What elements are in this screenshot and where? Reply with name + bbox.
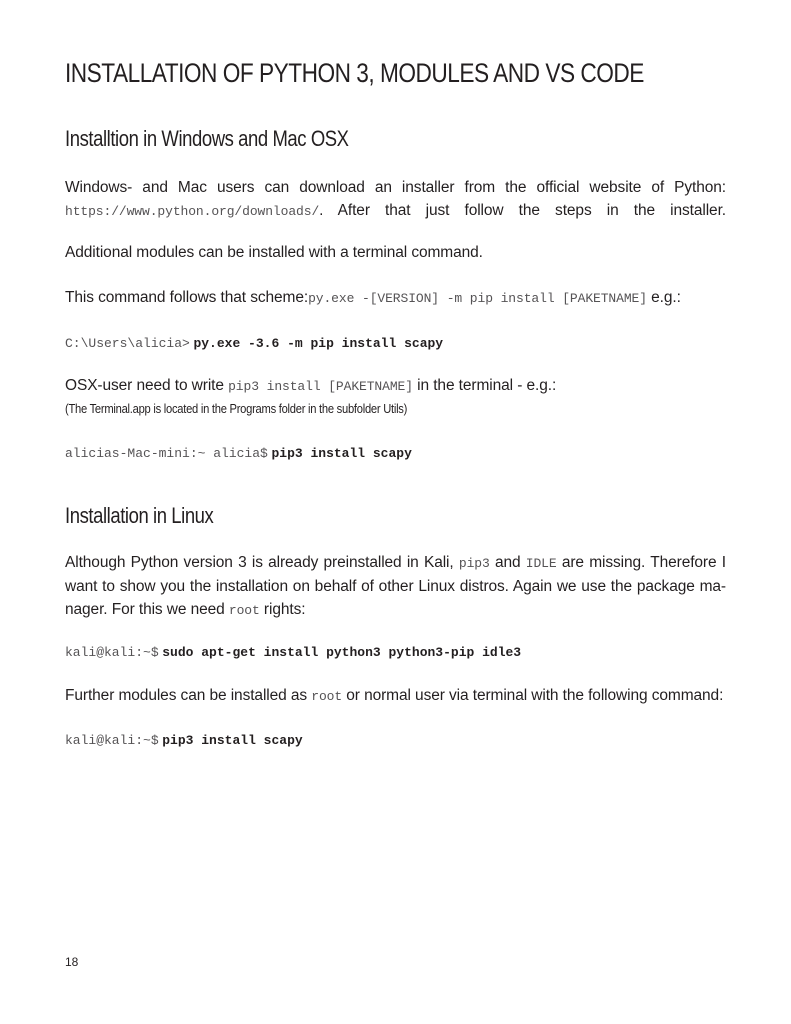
paragraph-osx	[65, 374, 726, 398]
paragraph-modules: Additional modules can be installed with a terminal command.	[65, 244, 483, 261]
paragraph-scheme	[65, 286, 726, 310]
osx-code: pip3 install [PAKETNAME]	[228, 379, 413, 394]
further-text-a: Further modules can be installed as	[65, 687, 312, 704]
command-prompt: C:\Users\alicia>	[65, 336, 190, 351]
scheme-text: This command follows that scheme:	[65, 289, 309, 306]
code-root: root	[311, 689, 343, 704]
page-number: 18	[65, 955, 79, 969]
linux-text-d: rights:	[259, 601, 306, 618]
command-text: pip3 install scapy	[162, 733, 303, 748]
command-prompt: alicias-Mac-mini:~ alicia$	[65, 446, 268, 461]
section-heading-windows-mac: Installtion in Windows and Mac OSX	[65, 126, 349, 151]
command-text: sudo apt-get install python3 python3-pip idle3	[162, 645, 522, 660]
terminal-location-note: (The Terminal.app is located in the Programs folder in the subfolder Utils)	[65, 401, 408, 416]
section-heading-linux: Installation in Linux	[65, 503, 214, 528]
linux-text-b: and	[489, 554, 526, 571]
command-windows	[65, 333, 726, 354]
command-linux-apt	[65, 642, 726, 663]
paragraph-installer	[65, 176, 726, 222]
osx-after-text: in the terminal - e.g.:	[412, 377, 557, 394]
linux-text-c: are missing. Therefore I want to show you the installation on behalf of other Linux distros. Again we use the package ma-nager. For this we need	[65, 554, 726, 618]
paragraph-further-modules	[65, 684, 726, 708]
osx-text: OSX-user need to write	[65, 377, 229, 394]
page-title: INSTALLATION OF PYTHON 3, MODULES AND VS CODE	[65, 58, 644, 88]
installer-text: Windows- and Mac users can download an installer from the official website of Python:	[65, 179, 726, 196]
command-prompt: kali@kali:~$	[65, 645, 159, 660]
code-root: root	[228, 603, 260, 618]
command-prompt: kali@kali:~$	[65, 733, 159, 748]
further-text-b: or normal user via terminal with the following command:	[342, 687, 724, 704]
command-text: py.exe -3.6 -m pip install scapy	[193, 336, 444, 351]
installer-after-text: . After that just follow the steps in the installer.	[319, 202, 726, 219]
command-mac	[65, 443, 726, 464]
paragraph-linux	[65, 551, 726, 622]
python-download-url: https://www.python.org/downloads/	[65, 204, 320, 219]
scheme-after-text: e.g.:	[646, 289, 681, 306]
code-idle: IDLE	[525, 556, 557, 571]
linux-text-a: Although Python version 3 is already preinstalled in Kali,	[65, 554, 459, 571]
command-linux-pip	[65, 730, 726, 751]
command-text: pip3 install scapy	[271, 446, 412, 461]
scheme-code: py.exe -[VERSION] -m pip install [PAKETNAME]	[308, 291, 647, 306]
code-pip3: pip3	[458, 556, 490, 571]
